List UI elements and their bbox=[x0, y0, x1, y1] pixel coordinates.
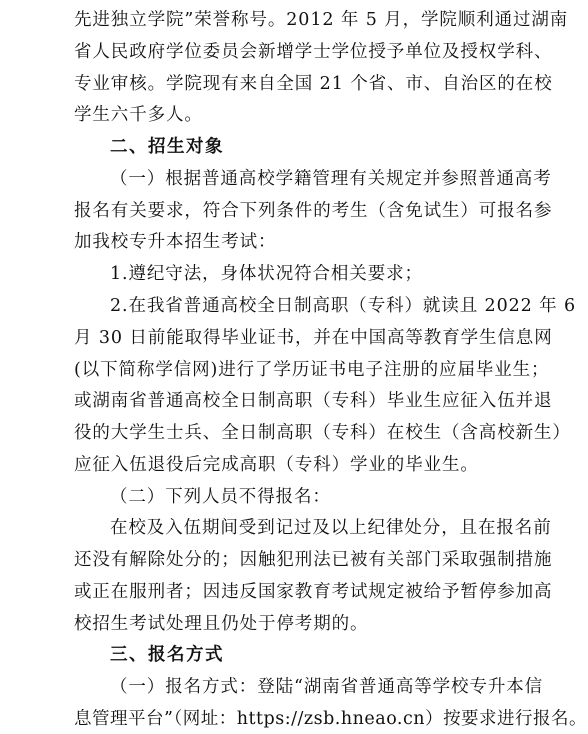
body-line: 先进独立学院”荣誉称号。2012 年 5 月，学院顺利通过湖南 bbox=[74, 10, 569, 30]
body-line: 校招生考试处理且仍处于停考期的。 bbox=[74, 614, 369, 634]
body-line: 1.遵纪守法，身体状况符合相关要求； bbox=[110, 264, 423, 284]
body-line: 加我校专升本招生考试： bbox=[74, 232, 277, 252]
body-line: (以下简称学信网)进行了学历证书电子注册的应届毕业生； bbox=[74, 360, 550, 380]
body-line: 专业审核。学院现有来自全国 21 个省、市、自治区的在校 bbox=[74, 74, 553, 94]
body-line-with-url: 息管理平台”（网址：https://zsb.hneao.cn）按要求进行报名。 bbox=[74, 709, 588, 729]
section-heading-registration-method: 三、报名方式 bbox=[110, 645, 224, 665]
body-line: 还没有解除处分的；因触犯刑法已被有关部门采取强制措施 bbox=[74, 550, 553, 570]
body-line: 报名有关要求，符合下列条件的考生（含免试生）可报名参 bbox=[74, 201, 553, 221]
body-line: 应征入伍退役后完成高职（专科）学业的毕业生。 bbox=[74, 455, 479, 475]
body-line: 役的大学生士兵、全日制高职（专科）在校生（含高校新生） bbox=[74, 423, 571, 443]
body-line: （一）报名方式：登陆“湖南省普通高等学校专升本信 bbox=[110, 677, 544, 697]
body-line: 学生六千多人。 bbox=[74, 105, 203, 125]
body-line: 月 30 日前能取得毕业证书，并在中国高等教育学生信息网 bbox=[74, 328, 553, 348]
body-line: 省人民政府学位委员会新增学士学位授予单位及授权学科、 bbox=[74, 42, 553, 62]
body-line: 或湖南省普通高校全日制高职（专科）毕业生应征入伍并退 bbox=[74, 391, 553, 411]
body-line: （二）下列人员不得报名： bbox=[110, 487, 331, 507]
body-line: （一）根据普通高校学籍管理有关规定并参照普通高考 bbox=[110, 169, 552, 189]
body-line: 2.在我省普通高校全日制高职（专科）就读且 2022 年 6 bbox=[110, 296, 577, 316]
body-line: 在校及入伍期间受到记过及以上纪律处分，且在报名前 bbox=[110, 518, 552, 538]
section-heading-enrollment-target: 二、招生对象 bbox=[110, 137, 224, 157]
body-line: 或正在服刑者；因违反国家教育考试规定被给予暂停参加高 bbox=[74, 582, 553, 602]
